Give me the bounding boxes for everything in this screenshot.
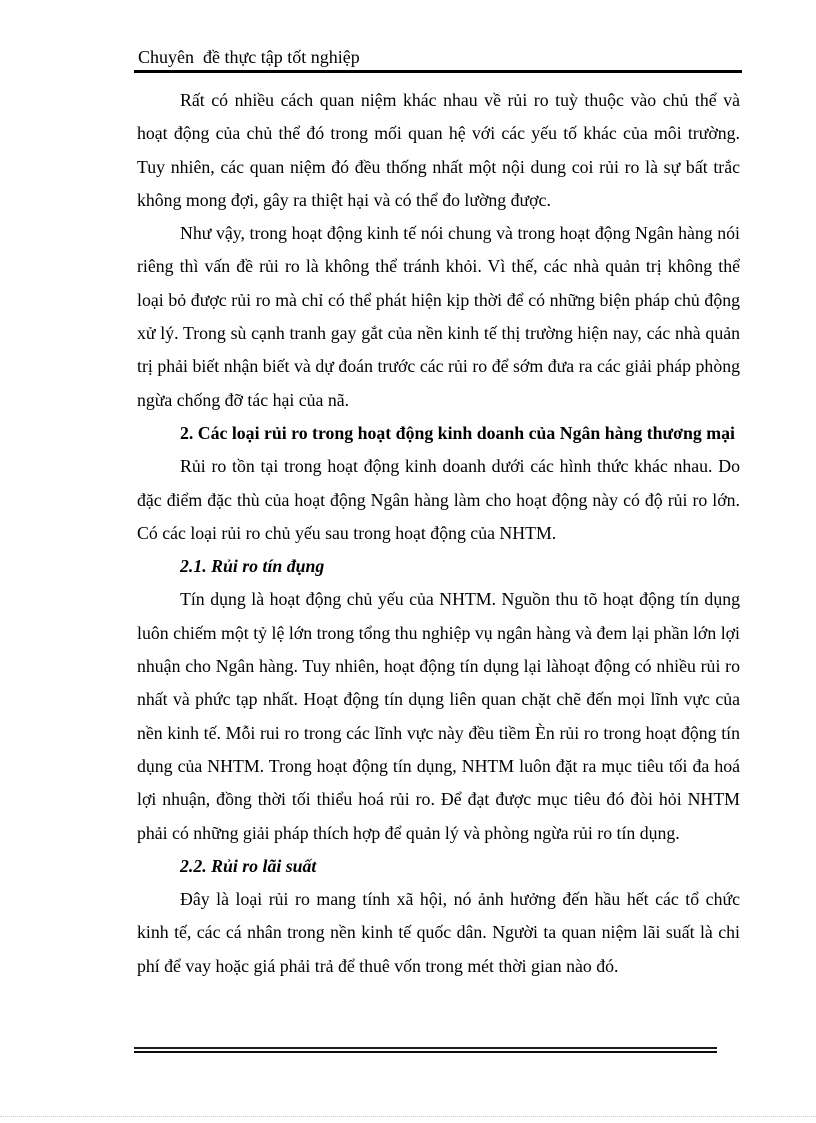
- page-header-title: Chuyên đề thực tập tốt nghiệp: [138, 47, 360, 67]
- body-paragraph: Tín dụng là hoạt động chủ yếu của NHTM. Nguồn thu tõ hoạt động tín dụng luôn chiếm một tỷ lệ lớn trong tổng thu nghiệp vụ ngân hàng và đem lại phần lớn lợi nhuận cho Ngân hàng. Tuy nhiên, hoạt động tín dụng lại làhoạt động có nhiều rủi ro nhất và phức tạp nhất. Hoạt động tín dụng liên quan chặt chẽ đến mọi lĩnh vực của nền kinh tế. Mỗi rui ro trong các lĩnh vực này đều tiềm Èn rủi ro trong hoạt động tín dụng của NHTM. Trong hoạt động tín dụng, NHTM luôn đặt ra mục tiêu tối đa hoá lợi nhuận, đồng thời tối thiểu hoá rủi ro. Để đạt được mục tiêu đó đòi hỏi NHTM phải có những giải pháp thích hợp để quản lý và phòng ngừa rủi ro tín dụng.: [137, 589, 740, 843]
- body-paragraph: Như vậy, trong hoạt động kinh tế nói chung và trong hoạt động Ngân hàng nói riêng thì vấn đề rủi ro là không thể tránh khỏi. Vì thế, các nhà quản trị không thể loại bỏ được rủi ro mà chỉ có thể phát hiện kịp thời để có những biện pháp chủ động xử lý. Trong sù cạnh tranh gay gắt của nền kinh tế thị trường hiện nay, các nhà quản trị phải biết nhận biết và dự đoán trước các rủi ro để sớm đưa ra các giải pháp phòng ngừa chống đỡ tác hại của nã.: [137, 223, 740, 410]
- subsection-heading-interest-rate-risk: 2.2. Rủi ro lãi suất: [180, 855, 317, 876]
- subsection-heading-credit-risk: 2.1. Rủi ro tín đụng: [180, 556, 325, 577]
- footer-rule: [134, 1047, 717, 1053]
- body-paragraph: Rủi ro tồn tại trong hoạt động kinh doanh dưới các hình thức khác nhau. Do đặc điểm đặc thù của hoạt động Ngân hàng làm cho hoạt động này có độ rủi ro lớn. Có các loại rủi ro chủ yếu sau trong hoạt động của NHTM.: [137, 456, 740, 543]
- body-paragraph: Đây là loại rủi ro mang tính xã hội, nó ảnh hưởng đến hầu hết các tổ chức kinh tế, các cá nhân trong nền kinh tế quốc dân. Người ta quan niệm lãi suất là chi phí để vay hoặc giá phải trả để thuê vốn trong mét thời gian nào đó.: [137, 889, 740, 976]
- document-body: [137, 84, 740, 983]
- header-rule: [134, 70, 742, 73]
- body-paragraph: Rất có nhiều cách quan niệm khác nhau về rủi ro tuỳ thuộc vào chủ thể và hoạt động của chủ thể đó trong mối quan hệ với các yếu tố khác của môi trường. Tuy nhiên, các quan niệm đó đều thống nhất một nội dung coi rủi ro là sự bất trắc không mong đợi, gây ra thiệt hại và có thể đo lường được.: [137, 90, 740, 210]
- page-bottom-edge: [0, 1116, 816, 1117]
- section-heading: 2. Các loại rủi ro trong hoạt động kinh doanh của Ngân hàng thương mại: [180, 422, 735, 443]
